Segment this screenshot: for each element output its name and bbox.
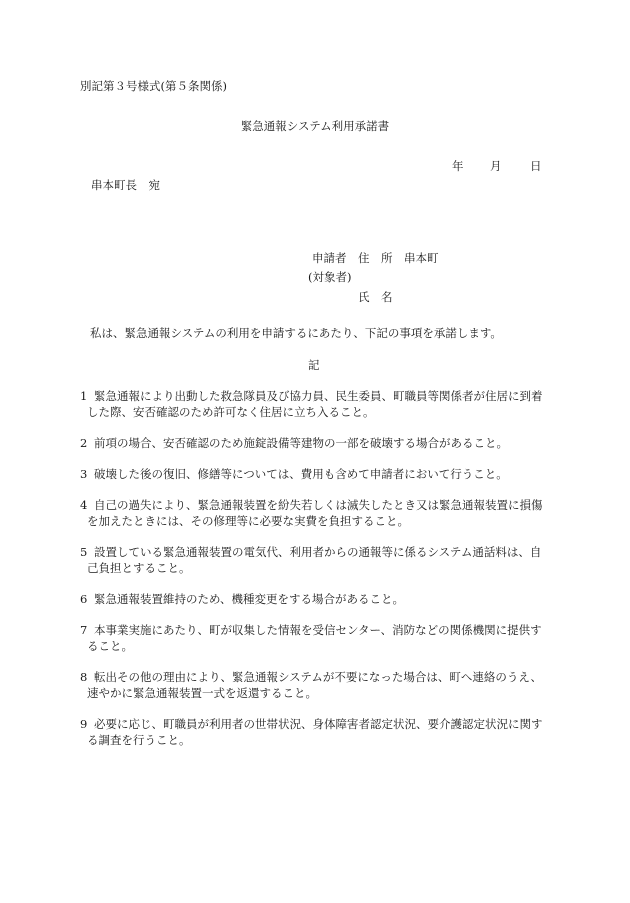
document-title: 緊急通報システム利用承諾書 — [240, 119, 390, 133]
list-item — [80, 716, 550, 748]
date-line — [452, 159, 542, 174]
item-number: 2 — [80, 436, 88, 450]
item-number: 9 — [80, 717, 88, 731]
item-text-line2: を加えたときには、その修理等に必要な実費を負担すること。 — [87, 514, 409, 528]
item-number: 5 — [80, 545, 88, 559]
item-text-line1: 転出その他の理由により、緊急通報システムが不要になった場合は、町へ連絡のうえ、 — [94, 670, 543, 684]
item-number: 3 — [80, 467, 88, 481]
item-text-line2: ること。 — [87, 639, 133, 653]
list-item — [80, 544, 550, 576]
item-text-line1: 必要に応じ、町職員が利用者の世帯状況、身体障害者認定状況、要介護認定状況に関す — [94, 717, 543, 731]
target-person-label: (対象者) — [308, 270, 352, 284]
item-number: 8 — [80, 670, 88, 684]
list-item — [80, 591, 550, 607]
item-text-line1: 破壊した後の復旧、修繕等については、費用も含めて申請者において行うこと。 — [94, 467, 508, 481]
terms-list — [80, 388, 550, 763]
item-number: 6 — [80, 592, 88, 606]
list-item — [80, 388, 550, 420]
addressee: 串本町長 宛 — [91, 178, 160, 192]
date-year: 年 — [452, 159, 464, 173]
item-text-line1: 緊急通報装置維持のため、機種変更をする場合があること。 — [94, 592, 405, 606]
list-item — [80, 497, 550, 529]
item-number: 4 — [80, 498, 88, 512]
ki-heading: 記 — [308, 358, 320, 372]
date-day: 日 — [530, 159, 542, 173]
list-item — [80, 622, 550, 654]
item-text-line1: 本事業実施にあたり、町が収集した情報を受信センター、消防などの関係機関に提供す — [94, 623, 542, 637]
list-item — [80, 669, 550, 701]
item-text-line1: 前項の場合、安否確認のため施錠設備等建物の一部を破壊する場合があること。 — [94, 436, 508, 450]
item-text-line2: る調査を行うこと。 — [87, 733, 191, 747]
item-text-line1: 自己の過失により、緊急通報装置を紛失若しくは滅失したとき又は緊急通報装置に損傷 — [94, 498, 543, 512]
item-text-line1: 設置している緊急通報装置の電気代、利用者からの通報等に係るシステム通話料は、自 — [94, 545, 542, 559]
applicant-address-line: 申請者 住 所 串本町 — [312, 251, 439, 265]
date-month: 月 — [490, 159, 502, 173]
name-label: 氏 名 — [358, 290, 393, 304]
item-number: 1 — [80, 389, 88, 403]
form-label: 別記第３号様式(第５条関係) — [80, 79, 227, 93]
item-text-line2: した際、安否確認のため許可なく住居に立ち入ること。 — [87, 405, 375, 419]
list-item — [80, 466, 550, 482]
intro-statement: 私は、緊急通報システムの利用を申請するにあたり、下記の事項を承諾します。 — [90, 326, 502, 340]
list-item — [80, 435, 550, 451]
item-number: 7 — [80, 623, 88, 637]
item-text-line2: 速やかに緊急通報装置一式を返還すること。 — [87, 686, 317, 700]
item-text-line1: 緊急通報により出動した救急隊員及び協力員、民生委員、町職員等関係者が住居に到着 — [94, 389, 543, 403]
item-text-line2: 己負担とすること。 — [87, 561, 191, 575]
